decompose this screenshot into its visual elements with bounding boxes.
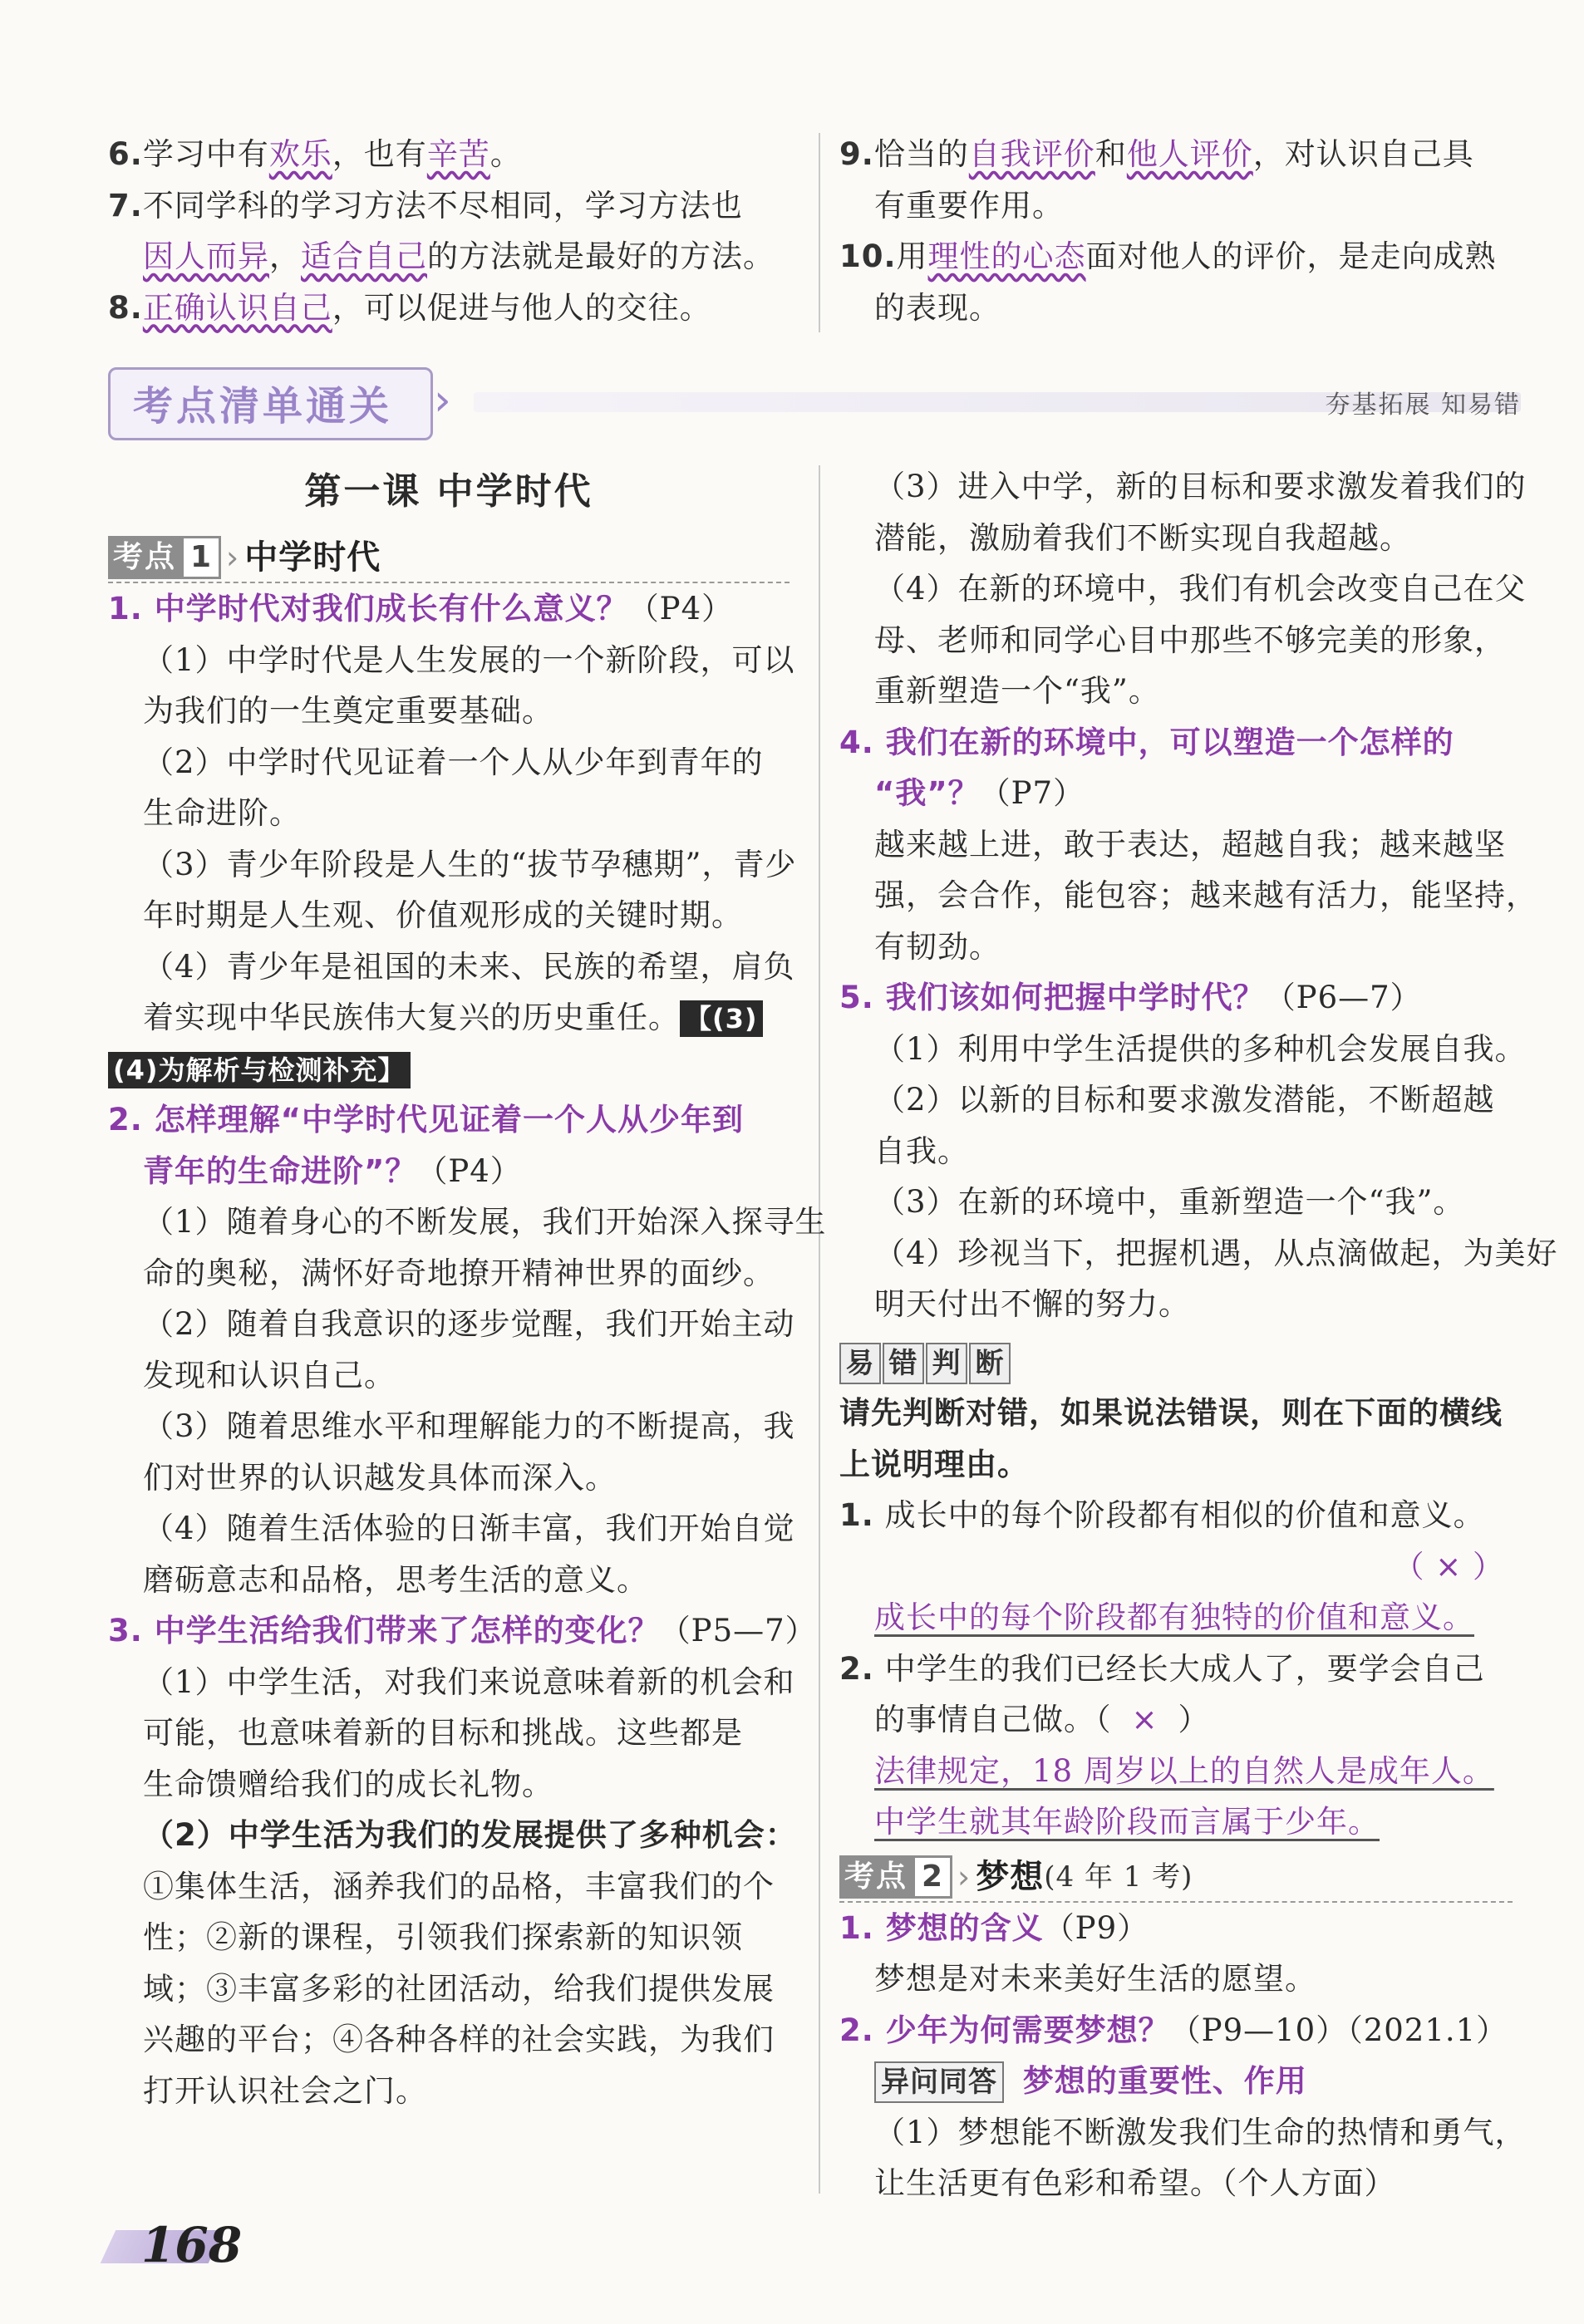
item-text: 面对他人的评价，是走向成熟 [1085,238,1497,274]
yicuo-char: 断 [969,1343,1011,1384]
answer-text: 自我。 [874,1133,969,1169]
kaodian-title: 中学时代 [244,538,381,577]
banner-title: 考点清单通关 [133,383,393,430]
answer-line [108,839,797,891]
answer-text: （1）随着身心的不断发展，我们开始深入探寻生 [143,1204,827,1240]
answer-text: 母、老师和同学心目中那些不够完美的形象， [874,622,1506,658]
banner-subtitle: 夯基拓展 知易错 [1325,391,1521,420]
item-number: 8. [108,289,143,326]
answer-line [839,461,1527,513]
item-number: 7. [108,187,143,224]
answer-text: （3）进入中学，新的目标和要求激发着我们的 [874,469,1527,504]
supplement-tag: (4)为解析与检测补充】 [108,1052,411,1088]
list-item [108,283,790,334]
answer-line [108,685,790,737]
answer-line [108,2014,790,2066]
answer-text: （4）珍视当下，把握机遇，从点滴做起，为美好 [874,1235,1558,1271]
answer-line [839,921,1513,973]
answer-line [108,1196,827,1248]
item-text: 的表现。 [874,289,1001,326]
left-lines [108,583,827,2116]
question-text: 我们该如何把握中学时代？ [885,980,1265,1015]
yicuo-tag [839,1337,1513,1388]
item-text: 有重要作用。 [874,187,1064,224]
answer-line [108,941,795,993]
answer-line [108,2066,790,2117]
answer-text: 法律规定，18 周岁以上的自然人是成年人。 [874,1752,1494,1789]
key-term: 辛苦 [426,136,490,172]
yicuo-item-2: 2. 中学生的我们已经长大成人了，要学会自己 [839,1650,1485,1687]
chevron-right-icon: › [434,376,451,425]
key-term: 他人评价 [1126,136,1253,172]
page-ref: （P9—10）（2021.1） [1169,2012,1508,2048]
answer-line [108,1452,790,1504]
answer-text: 越来越上进，敢于表达，超越自我；越来越坚 [874,826,1506,862]
yicuo-item-2-text-2: 的事情自己做。（ [874,1702,1112,1737]
yicuo-char: 错 [883,1343,924,1384]
answer-text: （4）在新的环境中，我们有机会改变自己在父 [874,571,1527,607]
yicuo-instruction-1: 请先判断对错，如果说法错误，则在下面的横线 [839,1395,1503,1431]
answer-text: 兴趣的平台；④各种各样的社会实践，为我们 [143,2022,775,2057]
list-item [839,231,1513,283]
answer-text: 发现和认识自己。 [143,1357,396,1393]
answer-text: （3）在新的环境中，重新塑造一个“我”。 [874,1184,1465,1220]
page-ref: （P9） [1043,1909,1149,1946]
column-divider-main [819,465,820,2194]
key-term: 适合自己 [301,238,427,274]
answer-text: 打开认识社会之门。 [143,2072,427,2109]
answer-text: 磨砺意志和品格，思考生活的意义。 [143,1561,648,1598]
supplement-tag: 【(3) [680,1000,763,1037]
answer-line [839,615,1513,666]
answer-line [108,992,790,1044]
question-text: 我们在新的环境中，可以塑造一个怎样的 [885,724,1454,760]
judge-mark: （ × ） [1393,1548,1504,1585]
question-number: 4. [839,724,886,760]
answer-line [108,1248,790,1300]
page-number [108,2217,357,2278]
list-item [839,283,1513,334]
answer-line [108,1810,797,1861]
answer-line [108,890,790,941]
item-text: ，也有 [332,136,427,172]
question-number: 5. [839,980,886,1015]
answer-text: （3）随着思维水平和理解能力的不断提高，我 [143,1408,795,1444]
answer-text: 重新塑造一个“我”。 [874,673,1160,709]
question-line [108,1146,790,1197]
answer-line [839,1177,1513,1228]
page-number-text: 168 [141,2217,243,2273]
item-text: 不同学科的学习方法不尽相同，学习方法也 [142,187,743,224]
question-text: “我”？ [874,775,980,811]
yicuo-instruction-2: 上说明理由。 [839,1446,1029,1482]
bracket-close: ） [1178,1702,1210,1737]
left-column [108,532,827,2116]
answer-text: 们对世界的认识越发具体而深入。 [143,1459,617,1496]
answer-line [108,788,790,839]
page-ref: （P7） [979,775,1085,811]
answer-text: （2）以新的目标和要求激发潜能，不断超越 [874,1082,1495,1118]
key-term: 正确认识自己 [142,289,332,326]
item-text: 恰当的 [873,136,969,172]
yicuo-item-2-text: 中学生的我们已经长大成人了，要学会自己 [884,1650,1485,1687]
kaodian-1-header [108,532,790,583]
question-line [839,972,1513,1024]
answer-text: （1）中学生活，对我们来说意味着新的机会和 [143,1663,795,1700]
question-line [839,2005,1513,2056]
answer-text: （2）中学时代见证着一个人从少年到青年的 [143,744,764,780]
chevron-right-icon: › [226,539,240,576]
yiwen-tag: 异问同答 [874,2061,1004,2103]
answer-line [108,737,790,789]
question-line [839,717,1513,769]
answer-line [108,1912,790,1963]
right-lines-b [839,1903,1513,2056]
list-item [108,129,790,180]
answer-line [108,1299,795,1350]
top-left-list [108,129,790,333]
question-number: 1. [108,591,155,626]
page-ref: （P4） [627,591,734,626]
answer-text: 中学生就其年龄阶段而言属于少年。 [874,1804,1380,1840]
item-text: ，可以促进与他人的交往。 [332,289,711,326]
list-item [839,129,1513,180]
kaodian-note: (4 年 1 考) [1044,1860,1193,1894]
answer-line [839,563,1527,615]
question-text: 怎样理解“中学时代见证着一个人从少年到 [154,1102,745,1137]
question-text: 青年的生命进阶”？ [143,1152,417,1189]
yicuo-item-1: 1. 成长中的每个阶段都有相似的价值和意义。 [839,1497,1485,1533]
answer-text: ①集体生活，涵养我们的品格，丰富我们的个 [143,1868,775,1904]
yicuo-char: 易 [839,1343,881,1384]
kaodian-title: 梦想 [976,1857,1045,1896]
yicuo-item-1-answer [839,1592,1513,1644]
answer-text: （4）随着生活体验的日渐丰富，我们开始自觉 [143,1511,795,1546]
answer-text: （2）随着自我意识的逐步觉醒，我们开始主动 [143,1306,795,1342]
yicuo-label [839,1344,1012,1380]
kaodian-tag: 考点 [839,1855,913,1899]
item-text: ， [269,238,301,274]
question-number: 1. [839,1909,886,1946]
answer-text: 生命进阶。 [143,795,301,831]
kaodian-tag: 考点 [108,536,181,579]
column-divider-top [819,133,820,332]
answer-text: 命的奥秘，满怀好奇地撩开精神世界的面纱。 [143,1255,775,1291]
answer-line [108,1963,790,2015]
item-text: ，对认识自己具 [1252,136,1474,172]
question-text: 梦想的含义 [885,1909,1044,1946]
answer-text: 梦想是对未来美好生活的愿望。 [874,1961,1316,1997]
answer-line [108,1759,790,1811]
answer-text: （2）中学生活为我们的发展提供了多种机会： [143,1817,797,1853]
answer-line [839,2107,1527,2159]
answer-line [839,1279,1513,1330]
answer-line [839,1074,1513,1126]
key-term: 理性的心态 [927,238,1086,274]
answer-text: 有韧劲。 [874,928,1001,965]
question-number: 3. [108,1613,155,1648]
item-text: 用 [896,238,928,274]
answer-text: 潜能，激励着我们不断实现自我超越。 [874,519,1411,556]
question-text: 中学时代对我们成长有什么意义？ [154,591,628,626]
page-ref: （P5—7） [659,1613,817,1648]
item-text: 。 [489,136,522,172]
supplement-note [108,1044,790,1095]
answer-line [839,666,1513,717]
key-term: 自我评价 [968,136,1095,172]
answer-line [108,1861,790,1913]
answer-line [839,1228,1558,1280]
item-text: 学习中有 [142,136,269,172]
yicuo-item-1-mark [839,1541,1513,1593]
answer-line [108,1657,795,1708]
answer-text: 成长中的每个阶段都有独特的价值和意义。 [874,1599,1474,1635]
answer-text: （4）青少年是祖国的未来、民族的希望，肩负 [143,948,795,985]
lesson-title: 第一课 中学时代 [304,470,593,513]
judge-mark: × [1131,1702,1158,1737]
question-line [839,768,1513,819]
yicuo-item-2-answer-2 [839,1796,1513,1848]
list-item [839,180,1513,232]
answer-line [108,1401,795,1452]
kaodian-2-header [839,1851,1513,1903]
answer-line [839,1024,1527,1075]
answer-line [839,1126,1513,1177]
answer-text: （1）利用中学生活提供的多种机会发展自我。 [874,1030,1527,1067]
chevron-right-icon: › [957,1858,972,1895]
yicuo-item-2-cont [839,1694,1513,1746]
yicuo-item-1-text: 成长中的每个阶段都有相似的价值和意义。 [884,1497,1485,1533]
answer-line [839,819,1513,871]
question-line [108,583,790,635]
right-lines-a [839,461,1558,1330]
answer-line [839,870,1537,921]
question-line [108,1605,817,1657]
answer-text: 性；②新的课程，引领我们探索新的知识领 [143,1919,743,1955]
question-line [108,1094,790,1146]
question-number: 2. [108,1102,155,1137]
item-number: 6. [108,136,143,172]
answer-line [108,635,795,686]
section-banner [108,367,1521,435]
answer-line [108,1503,795,1555]
yicuo-char: 判 [926,1343,967,1384]
answer-text: 为我们的一生奠定重要基础。 [143,693,553,729]
right-column [839,461,1558,2209]
yiwen-header [839,2056,1513,2107]
right-lines-c [839,2107,1527,2209]
item-number: 10. [839,238,897,274]
answer-line [108,1555,790,1606]
page-ref: （P4） [416,1152,522,1189]
answer-text: （1）梦想能不断激发我们生命的热情和勇气， [874,2114,1527,2150]
question-text: 少年为何需要梦想？ [885,2012,1170,2048]
list-item [108,231,790,283]
question-text: 中学生活给我们带来了怎样的变化？ [154,1613,660,1648]
answer-text: 让生活更有色彩和希望。（个人方面） [874,2165,1396,2201]
item-text: 和 [1095,136,1127,172]
question-line [839,1903,1513,1954]
item-text: 的方法就是最好的方法。 [427,238,775,274]
yicuo-item-2-answer-1 [839,1746,1513,1797]
answer-text: 可能，也意味着新的目标和挑战。这些都是 [143,1715,743,1751]
key-term: 因人而异 [143,238,269,274]
answer-line [108,1707,790,1759]
answer-text: （3）青少年阶段是人生的“拔节孕穗期”，青少 [143,846,797,882]
question-number: 2. [839,2012,886,2048]
item-number: 9. [839,136,874,172]
answer-text: 生命馈赠给我们的成长礼物。 [143,1766,553,1802]
kaodian-number: 2 [913,1855,952,1899]
answer-text: （1）中学时代是人生发展的一个新阶段，可以 [143,641,795,678]
answer-line [108,1350,790,1402]
answer-text: 年时期是人生观、价值观形成的关键时期。 [143,897,743,933]
kaodian-number: 1 [181,536,221,579]
yiwen-title: 梦想的重要性、作用 [1022,2063,1307,2099]
answer-text: 强，会合作，能包容；越来越有活力，能坚持， [874,877,1537,913]
key-term: 欢乐 [268,136,332,172]
answer-text: 明天付出不懈的努力。 [874,1286,1190,1322]
top-right-list [839,129,1513,333]
answer-text: 域；③丰富多彩的社团活动，给我们提供发展 [143,1970,775,2007]
answer-line [839,1953,1513,2005]
list-item [108,180,790,232]
answer-line [839,513,1513,564]
page-ref: （P6—7） [1264,980,1422,1015]
answer-line [839,2158,1513,2209]
answer-text: 着实现中华民族伟大复兴的历史重任。 [143,1000,680,1035]
